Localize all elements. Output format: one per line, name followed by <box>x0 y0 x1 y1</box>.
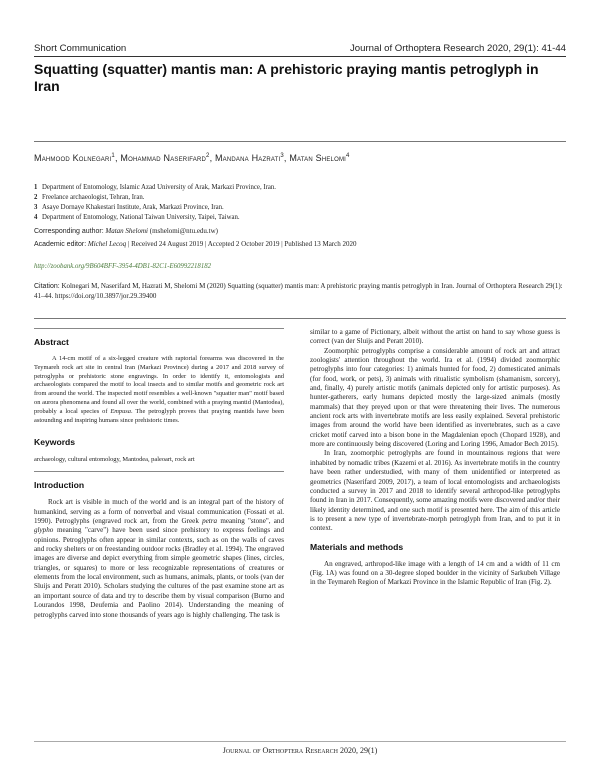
running-header-right: Journal of Orthoptera Research 2020, 29(1): 41-44 <box>350 43 566 54</box>
introduction-heading: Introduction <box>34 480 85 491</box>
abstract-top-rule <box>34 328 284 329</box>
keywords-text: archaeology, cultural entomology, Mantodea, paleoart, rock art <box>34 456 195 464</box>
page-footer <box>0 746 600 755</box>
corresponding-author: Corresponding author: Matan Shelomi (mshelomi@ntu.edu.tw) <box>34 227 219 235</box>
author-affil-ref: 4 <box>346 153 350 159</box>
abstract-heading: Abstract <box>34 337 69 347</box>
title-rule <box>34 141 566 142</box>
running-header-left: Short Communication <box>34 43 127 54</box>
footer-rule <box>34 741 566 742</box>
methods-heading: Materials and methods <box>310 541 404 552</box>
header-rule <box>34 56 566 57</box>
doi-link[interactable]: https://doi.org/10.3897/jor.29.39400 <box>55 291 157 300</box>
author-name: Mohammad Naserifard <box>120 153 207 163</box>
affiliation-item: 3 Asaye Dornaye Khakestari Institute, Arak, Markazi Province, Iran. <box>34 203 224 211</box>
body-paragraph: In Iran, zoomorphic petroglyphs are found in mountainous regions that were inhabited by nomadic tribes (Kazemi et al. 2016). As invertebrate motifs in the country have been rather understudied, with many of them unidentified or interpreted as geometrics (Naserifard 2009, 2017), a team of local entomologists and archaeologists conducted a survey in 2017 and 2018 to identify several arthropod-like petroglyphs found in Iran in 2017. Consequently, some amazing motifs were discovered and/or their likely identity determined, and one such motif is presented here. The aim of this article is to present a new type of invertebrate-morph petroglyph from Iran, and to put it in context. <box>310 449 560 533</box>
body-paragraph: similar to a game of Pictionary, albeit without the artist on hand to say whose guess is correct (van der Sluijs and Peratt 2010). <box>310 328 560 346</box>
body-paragraph: Zoomorphic petroglyphs comprise a considerable amount of rock art and attract zoologists' attention throughout the world. Ira et al. (1994) divided zoomorphic petroglyphs into four categories: 1) animals hunted for food, 2) domesticated animals (for food, work, or pets), 3) animals with ritualistic symbolism (shamanism, sorcery), and, finally, 4) purely artistic motifs (animals depicted only for artistic purposes). As hunter-gatherers, early humans depicted mostly the large-sized animals (mostly mammals) that they preyed upon or that were threatening their lives. The numerous ancient rock arts with invertebrate motifs are less easily explained. Several prehistoric images from around the world have been identified as invertebrates, such as a cave cricket motif carved into a bison bone in the Magdalenian epoch (Chopard 1928), and more are continuously being discovered (Loring and Loring 1996, Amador Bech 2015). <box>310 346 560 449</box>
affiliation-list <box>34 183 566 223</box>
affiliation-item: 4 Department of Entomology, National Taiwan University, Taipei, Taiwan. <box>34 213 240 221</box>
footer-issue: 2020, 29(1) <box>337 746 378 755</box>
keywords-heading: Keywords <box>34 437 76 448</box>
affiliation-item: 2 Freelance archaeologist, Tehran, Iran. <box>34 193 145 201</box>
right-column <box>310 328 560 588</box>
left-column <box>34 328 284 620</box>
author-list: Mahmood Kolnegari$^1$, Mohammad Naserifard$^2$, Mandana Hazrati$^3$, Matan Shelomi$^4$ <box>34 153 350 163</box>
author-name: Matan Shelomi <box>289 153 347 163</box>
editor-name: Michel Lecoq <box>87 240 127 248</box>
abstract-text: A 14-cm motif of a six-legged creature with raptorial forearms was discovered in the Teymareh rock art site in central Iran (Markazi Province) during a 2017 and 2018 survey of petroglyphs or prehistoric stone engravings. In order to identify it, entomologists and archaeologists compared the motif to local insects and to similar motifs and geometric rock art from around the world. The inspected motif resembles a well-known "squatter man" motif based on aurora phenomena and found all over the world, combined with a praying mantid (Mantodea), probably a local species of Empusa. The petroglyph proves that praying mantids have been astounding and inspiring humans since prehistoric times. <box>34 355 284 424</box>
author-affil-ref: 1 <box>111 153 115 159</box>
author-name: Mahmood Kolnegari <box>34 153 112 163</box>
keywords-bottom-rule <box>34 471 284 472</box>
zoobank-link[interactable]: http://zoobank.org/9B604BFF-3954-4DB1-82C1-E60992218182 <box>34 263 212 270</box>
author-name: Mandana Hazrati <box>214 153 281 163</box>
intro-paragraph: Rock art is visible in much of the world and is an integral part of the history of humankind, serving as a form of nonverbal and visual communication (Fossati et al. 1990). Petroglyphs (engraved rock art, from the Greek petra meaning "stone", and glypho meaning "carve") have been used since prehistory to express feelings and opinions. Petroglyphs often appear in similar contexts, such as on the walls of caves and rocky shelters or on freestanding outdoor rocks (Bradley et al. 1994). The engraved images are diverse and depict everything from simple geometric shapes (lines, circles, triangles, or squares) to more or less recognizable representations of creatures or elements from the local environment, such as humans, animals, plants, or tools (van der Sluijs and Peratt 2010). Scholars studying the cultures of the past examine stone art as an important source of data and try to describe them by visual comparison (Burno and Lourandos 1998, Deufemia and Paolino 2014). Understanding the meaning of petroglyphs carved into stone thousands of years ago is highly challenging. The task is <box>34 498 285 619</box>
corr-author-name: Matan Shelomi <box>105 227 148 235</box>
citation: Citation: Kolnegari M, Naserifard M, Hazrati M, Shelomi M (2020) Squatting (squatter) mantis man: A prehistoric praying mantis petroglyph in Iran. Journal of Orthoptera Research 29(1): 41–44. https://doi.org/10.3897/jor.29.39400 <box>34 282 563 300</box>
article-title: Squatting (squatter) mantis man: A prehistoric praying mantis petroglyph in Iran <box>34 61 539 94</box>
corr-email-link[interactable]: (mshelomi@ntu.edu.tw) <box>149 227 219 235</box>
meta-rule <box>34 318 566 319</box>
methods-paragraph: An engraved, arthropod-like image with a length of 14 cm and a width of 11 cm (Fig. 1A) was found on a 30-degree sloped boulder in the vicinity of Sarkubeh Village in the Teymareh Region of Markazi Province in the Islamic Republic of Iran (Fig. 2). <box>310 559 560 587</box>
affiliation-item: 1 Department of Entomology, Islamic Azad University of Arak, Markazi Province, Iran. <box>34 184 276 191</box>
author-affil-ref: 2 <box>206 153 210 159</box>
author-affil-ref: 3 <box>280 153 284 159</box>
editorial-dates: Academic editor: Michel Lecoq | Received 24 August 2019 | Accepted 2 October 2019 | Published 13 March 2020 <box>34 240 357 248</box>
footer-journal: Journal of Orthoptera Research <box>222 746 338 755</box>
